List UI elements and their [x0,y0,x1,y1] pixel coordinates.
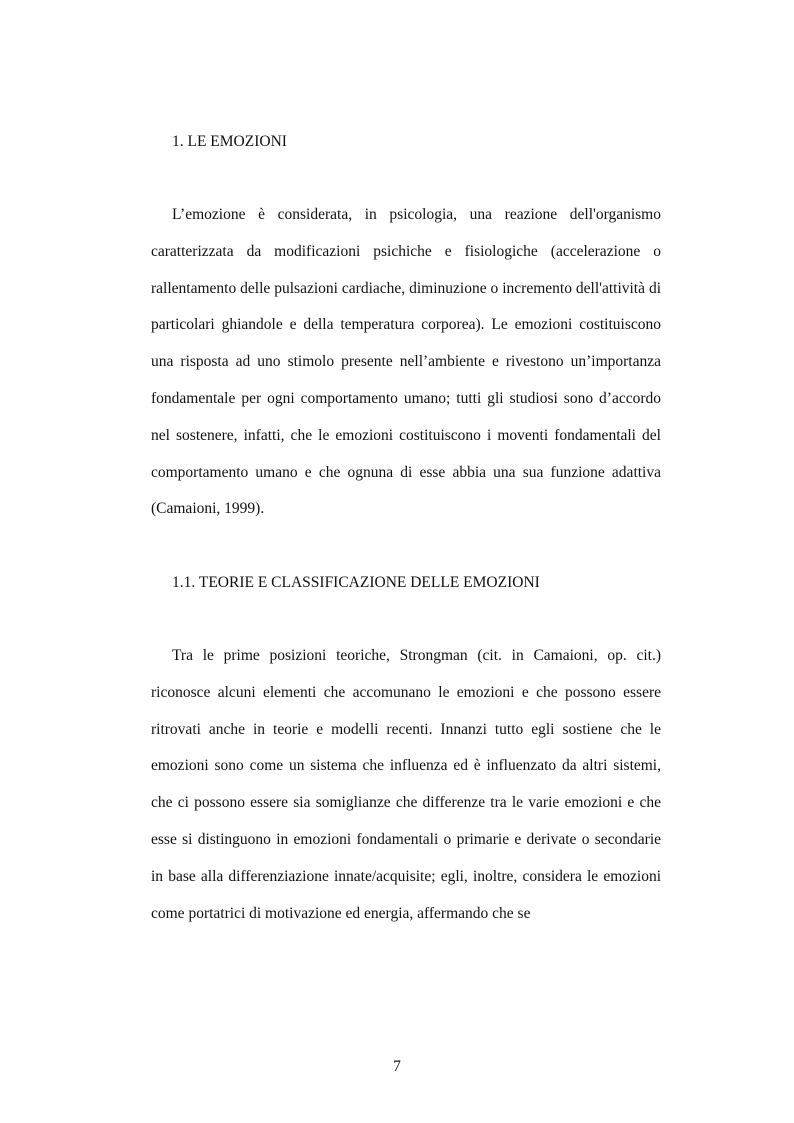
page-number: 7 [393,1058,401,1075]
section-heading-emotions: 1. LE EMOZIONI [172,133,287,150]
paragraph-strongman-theories: Tra le prime posizioni teoriche, Strongman (cit. in Camaioni, op. cit.) riconosce alcuni elementi che accomunano le emozioni e che possono essere ritrovati anche in teorie e modelli recenti. Innanzi tutto egli sostiene che le emozioni sono come un sistema che influenza ed è influenzato da altri sistemi, che ci possono essere sia somiglianze che differenze tra le varie emozioni e che esse si distinguono in emozioni fondamentali o primarie e derivate o secondarie in base alla differenziazione innate/acquisite; egli, inoltre, considera le emozioni come portatrici di motivazione ed energia, affermando che se [151,647,661,922]
section-heading-theories-classification: 1.1. TEORIE E CLASSIFICAZIONE DELLE EMOZIONI [172,574,540,591]
paragraph-emotions-definition: L’emozione è considerata, in psicologia, una reazione dell'organismo caratterizzata da modificazioni psichiche e fisiologiche (accelerazione o rallentamento delle pulsazioni cardiache, diminuzione o incremento dell'attività di particolari ghiandole e della temperatura corporea). Le emozioni costituiscono una risposta ad uno stimolo presente nell’ambiente e rivestono un’importanza fondamentale per ogni comportamento umano; tutti gli studiosi sono d’accordo nel sostenere, infatti, che le emozioni costituiscono i moventi fondamentali del comportamento umano e che ognuna di esse abbia una sua funzione adattiva (Camaioni, 1999). [151,206,661,518]
